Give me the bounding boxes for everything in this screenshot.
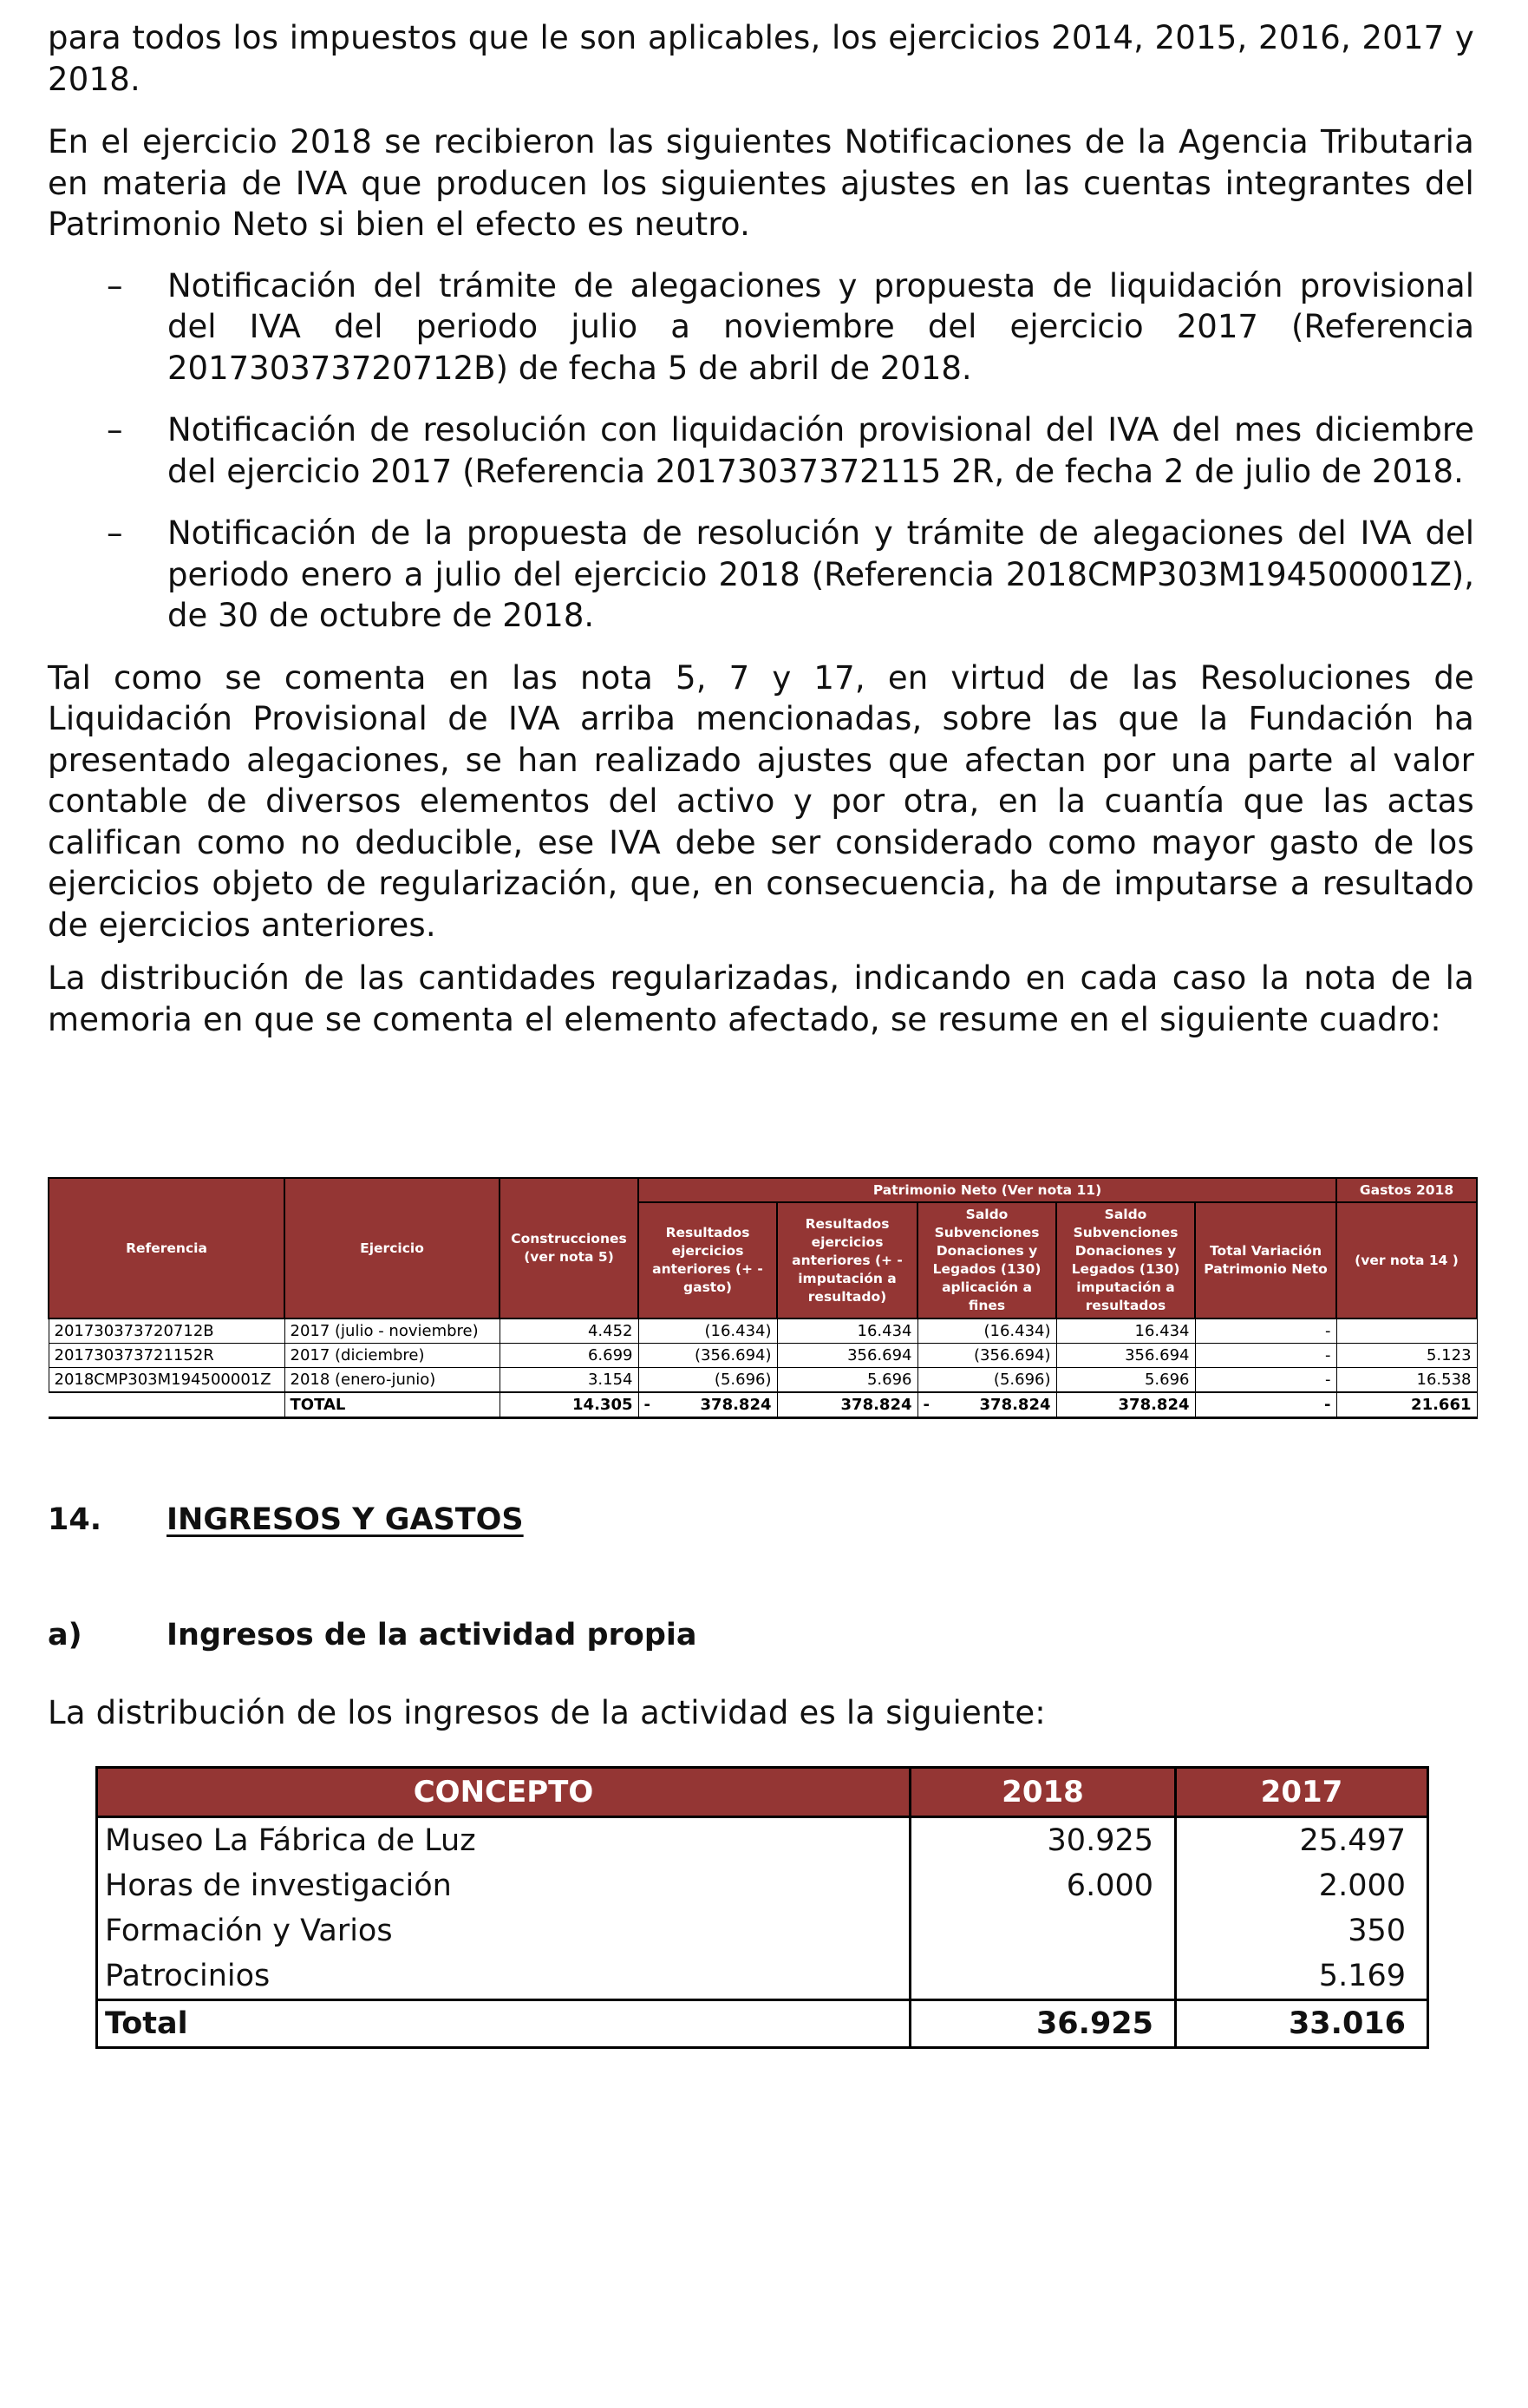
- bullet-text: Notificación de resolución con liquidación provisional del IVA del mes diciembre del ejercicio 2017 (Referencia 20173037372115 2R, de fecha 2 de julio de 2018.: [167, 411, 1474, 490]
- cell-subv-fines: (356.694): [917, 1344, 1056, 1368]
- cell-2018: [911, 1908, 1176, 1953]
- total-subv-fines-cell: [917, 1392, 1056, 1418]
- cell-total-var: -: [1195, 1319, 1336, 1344]
- document-page: [48, 17, 1474, 1040]
- cell-total-var: -: [1195, 1368, 1336, 1393]
- cell-construcciones: 3.154: [500, 1368, 638, 1393]
- cell-total-var: -: [1195, 1344, 1336, 1368]
- cell-2017: 2.000: [1176, 1863, 1428, 1908]
- cell-construcciones: 4.452: [500, 1319, 638, 1344]
- header-2018: 2018: [911, 1768, 1176, 1817]
- header-subvenciones-fines: Saldo Subvenciones Donaciones y Legados (130) aplicación a fines: [917, 1202, 1056, 1319]
- regularization-table: [48, 1177, 1478, 1419]
- total-res-gasto-cell: [638, 1392, 777, 1418]
- cell-concepto: Museo La Fábrica de Luz: [97, 1817, 911, 1864]
- subsection-number: a): [48, 1618, 82, 1652]
- total-res-imput: 378.824: [777, 1392, 917, 1418]
- header-2017: 2017: [1176, 1768, 1428, 1817]
- bullet-text: Notificación de la propuesta de resolución y trámite de alegaciones del IVA del periodo enero a julio del ejercicio 2018 (Referencia 2018CMP303M194500001Z), de 30 de octubre de 2018.: [167, 514, 1474, 634]
- header-patrimonio-neto: Patrimonio Neto (Ver nota 11): [638, 1178, 1336, 1202]
- header-ver-nota-14: (ver nota 14 ): [1336, 1202, 1477, 1319]
- cell-2018: [911, 1953, 1176, 2000]
- cell-2017: 25.497: [1176, 1817, 1428, 1864]
- cell-res-imput: 16.434: [777, 1319, 917, 1344]
- cell-ejercicio: 2017 (julio - noviembre): [284, 1319, 500, 1344]
- total-subv-fines: 378.824: [979, 1396, 1051, 1414]
- table-row: [97, 1953, 1428, 2000]
- total-construcciones: 14.305: [500, 1392, 638, 1418]
- cell-referencia: 2018CMP303M194500001Z: [49, 1368, 284, 1393]
- cell-res-gasto: (5.696): [638, 1368, 777, 1393]
- total-subv-fines-sign: -: [923, 1396, 930, 1414]
- cell-gastos: [1336, 1319, 1477, 1344]
- table-total-row: [49, 1392, 1477, 1418]
- cell-concepto: Formación y Varios: [97, 1908, 911, 1953]
- header-ejercicio: Ejercicio: [284, 1178, 500, 1319]
- cell-gastos: 16.538: [1336, 1368, 1477, 1393]
- cell-subv-imput: 16.434: [1056, 1319, 1195, 1344]
- total-gastos: 21.661: [1336, 1392, 1477, 1418]
- header-concepto: CONCEPTO: [97, 1768, 911, 1817]
- bullet-marker: –: [107, 411, 123, 448]
- cell-total-2018: 36.925: [911, 2000, 1176, 2048]
- subsection-title: Ingresos de la actividad propia: [167, 1618, 697, 1652]
- table-row: [97, 1863, 1428, 1908]
- cell-subv-imput: 5.696: [1056, 1368, 1195, 1393]
- cell-2018: 30.925: [911, 1817, 1176, 1864]
- total-subv-imput: 378.824: [1056, 1392, 1195, 1418]
- cell-subv-imput: 356.694: [1056, 1344, 1195, 1368]
- header-construcciones: Construcciones (ver nota 5): [500, 1178, 638, 1319]
- header-resultados-gasto: Resultados ejercicios anteriores (+ - gasto): [638, 1202, 777, 1319]
- total-res-gasto: 378.824: [700, 1396, 772, 1414]
- paragraph-distribucion: La distribución de las cantidades regularizadas, indicando en cada caso la nota de la memoria en que se comenta el elemento afectado, se resume en el siguiente cuadro:: [48, 959, 1474, 1038]
- bullet-marker: –: [107, 514, 123, 552]
- header-gastos-2018: Gastos 2018: [1336, 1178, 1477, 1202]
- cell-res-imput: 356.694: [777, 1344, 917, 1368]
- cell-referencia: 201730373721152R: [49, 1344, 284, 1368]
- table-total-row: [97, 2000, 1428, 2048]
- section-title: INGRESOS Y GASTOS: [167, 1502, 524, 1537]
- total-res-gasto-sign: -: [643, 1396, 650, 1414]
- cell-construcciones: 6.699: [500, 1344, 638, 1368]
- bullet-item: [48, 265, 1474, 389]
- table-row: [49, 1319, 1477, 1344]
- paragraph-ingresos: La distribución de los ingresos de la actividad es la siguiente:: [48, 1694, 1046, 1731]
- bullet-item: [48, 513, 1474, 637]
- cell-subv-fines: (16.434): [917, 1319, 1056, 1344]
- cell-ejercicio: 2018 (enero-junio): [284, 1368, 500, 1393]
- cell-res-imput: 5.696: [777, 1368, 917, 1393]
- header-subvenciones-imputacion: Saldo Subvenciones Donaciones y Legados (130) imputación a resultados: [1056, 1202, 1195, 1319]
- cell-total-2017: 33.016: [1176, 2000, 1428, 2048]
- cell-2017: 350: [1176, 1908, 1428, 1953]
- bullet-marker: –: [107, 266, 123, 304]
- cell-2018: 6.000: [911, 1863, 1176, 1908]
- cell-concepto: Horas de investigación: [97, 1863, 911, 1908]
- cell-subv-fines: (5.696): [917, 1368, 1056, 1393]
- cell-total-label: Total: [97, 2000, 911, 2048]
- header-total-variacion: Total Variación Patrimonio Neto: [1195, 1202, 1336, 1319]
- cell-res-gasto: (16.434): [638, 1319, 777, 1344]
- total-total-var: -: [1195, 1392, 1336, 1418]
- cell-2017: 5.169: [1176, 1953, 1428, 2000]
- header-resultados-imputacion: Resultados ejercicios anteriores (+ - imputación a resultado): [777, 1202, 917, 1319]
- cell-res-gasto: (356.694): [638, 1344, 777, 1368]
- table-row: [97, 1817, 1428, 1864]
- paragraph-notificaciones: En el ejercicio 2018 se recibieron las siguientes Notificaciones de la Agencia Tributaria en materia de IVA que producen los siguientes ajustes en las cuentas integrantes del Patrimonio Neto si bien el efecto es neutro.: [48, 123, 1474, 243]
- table-row: [49, 1368, 1477, 1393]
- paragraph-ajustes: Tal como se comenta en las nota 5, 7 y 17, en virtud de las Resoluciones de Liquidación Provisional de IVA arriba mencionadas, sobre las que la Fundación ha presentado alegaciones, se han realizado ajustes que afectan por una parte al valor contable de diversos elementos del activo y por otra, en la cuantía que las actas califican como no deducible, ese IVA debe ser considerado como mayor gasto de los ejercicios objeto de regularización, que, en consecuencia, ha de imputarse a resultado de ejercicios anteriores.: [48, 658, 1474, 944]
- paragraph-intro: para todos los impuestos que le son aplicables, los ejercicios 2014, 2015, 2016, 2017 y 2018.: [48, 19, 1474, 98]
- section-number: 14.: [48, 1502, 102, 1537]
- cell-ejercicio: 2017 (diciembre): [284, 1344, 500, 1368]
- income-table: [95, 1766, 1429, 2049]
- bullet-text: Notificación del trámite de alegaciones y propuesta de liquidación provisional del IVA del periodo julio a noviembre del ejercicio 2017 (Referencia 201730373720712B) de fecha 5 de abril de 2018.: [167, 266, 1474, 387]
- header-referencia: Referencia: [49, 1178, 284, 1319]
- cell-referencia: 201730373720712B: [49, 1319, 284, 1344]
- table-row: [49, 1344, 1477, 1368]
- cell-gastos: 5.123: [1336, 1344, 1477, 1368]
- cell-concepto: Patrocinios: [97, 1953, 911, 2000]
- total-label: TOTAL: [284, 1392, 500, 1418]
- table-row: [97, 1908, 1428, 1953]
- bullet-item: [48, 409, 1474, 492]
